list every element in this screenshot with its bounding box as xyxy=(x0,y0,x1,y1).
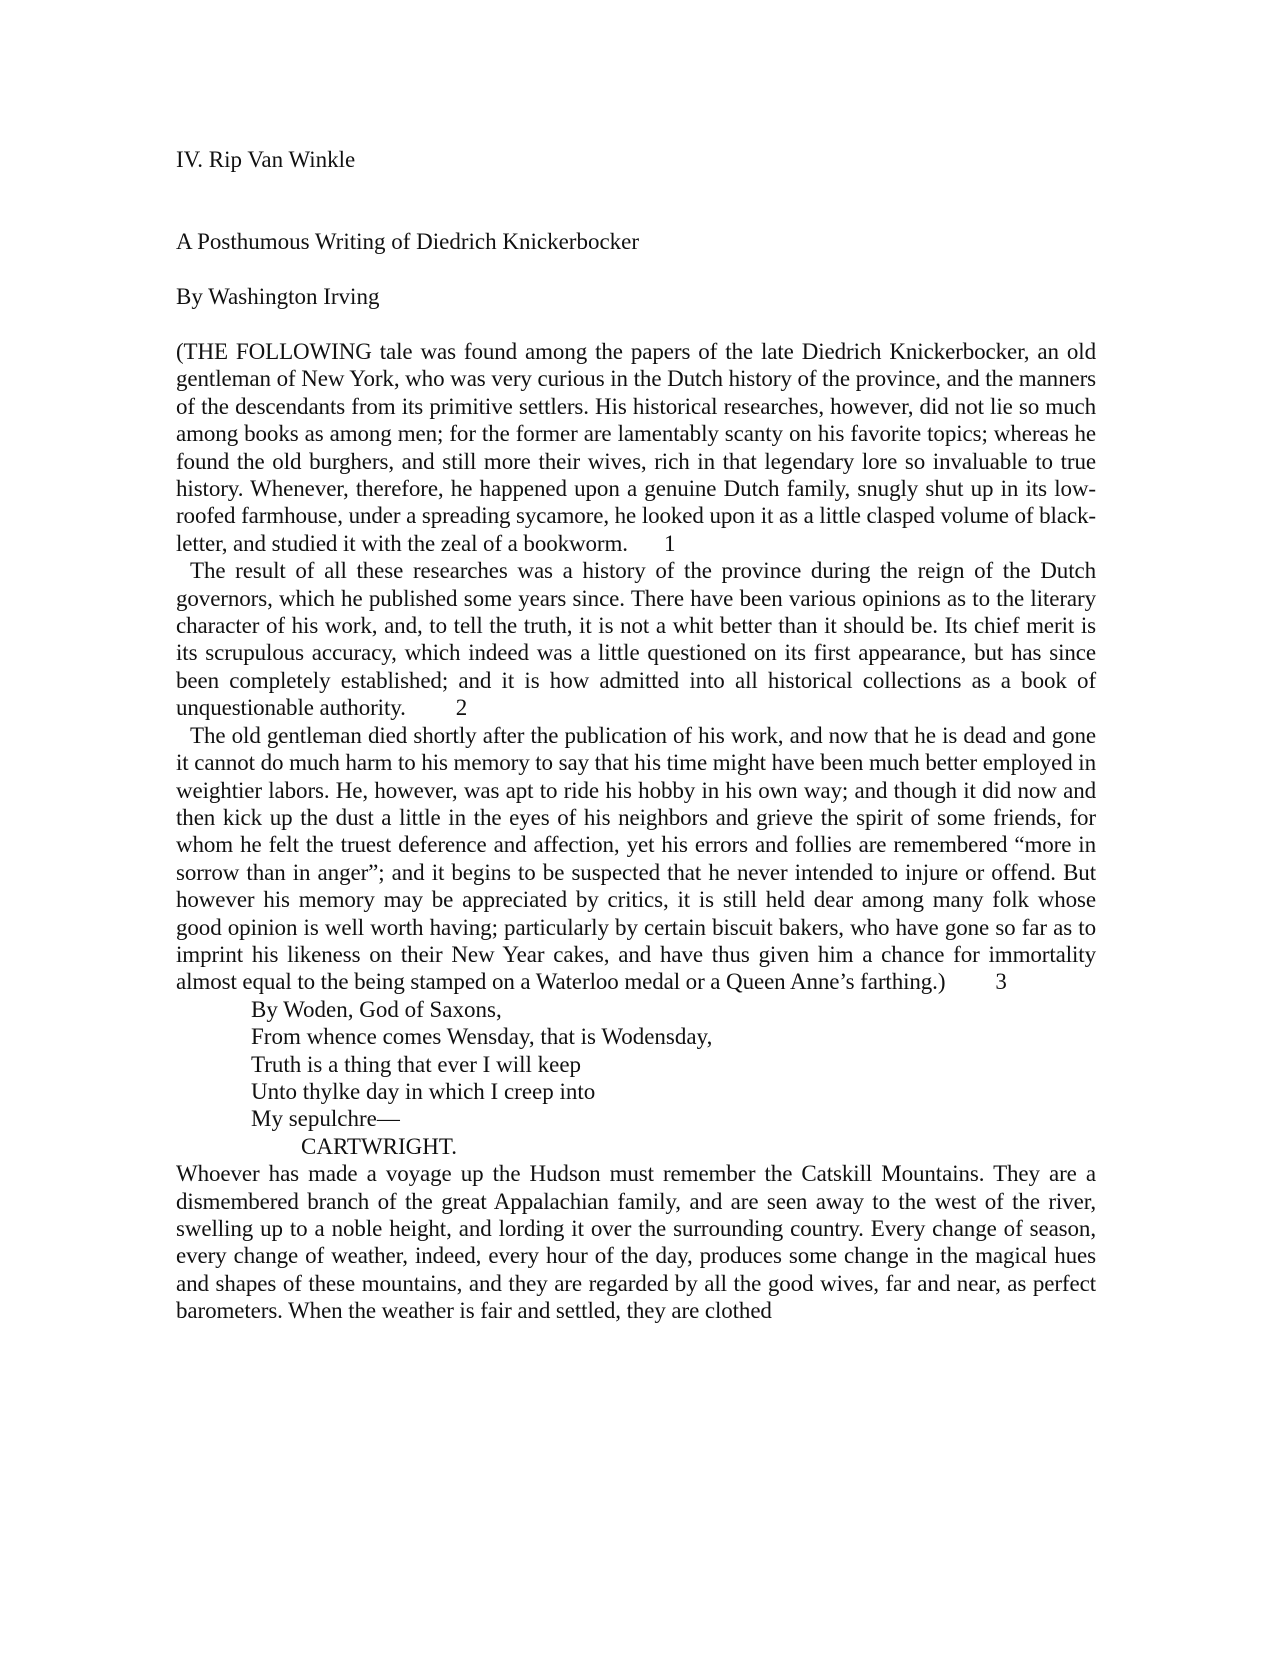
paragraph-2 xyxy=(176,557,1096,721)
subtitle: A Posthumous Writing of Diedrich Knickerbocker xyxy=(176,229,640,254)
paragraph-number: 2 xyxy=(455,695,468,721)
epigraph-poem xyxy=(176,996,1096,1133)
poem-line: By Woden, God of Saxons, xyxy=(251,996,502,1022)
byline: By Washington Irving xyxy=(176,284,380,309)
poem-line: My sepulchre— xyxy=(251,1106,400,1132)
paragraph-text: (THE FOLLOWING tale was found among the papers of the late Diedrich Knickerbocker, an old gentleman of New York, who was very curious in the Dutch history of the province, and the manners of the descendants from its primitive settlers. His historical researches, however, did not lie so much among books as among men; for the former are lamentably scanty on his favorite topics; whereas he found the old burghers, and still more their wives, rich in that legendary lore so invaluable to true history. Whenever, therefore, he happened upon a genuine Dutch family, snugly shut up in its low-roofed farmhouse, under a spreading sycamore, he looked upon it as a little clasped volume of black-letter, and studied it with the zeal of a bookworm. xyxy=(176,339,1096,556)
poem-line: From whence comes Wensday, that is Wodensday, xyxy=(251,1024,713,1050)
paragraph-number: 1 xyxy=(663,530,676,556)
poem-attribution: CARTWRIGHT. xyxy=(301,1133,457,1159)
paragraph-1 xyxy=(176,338,1096,557)
chapter-title: IV. Rip Van Winkle xyxy=(176,147,356,172)
poem-line: Unto thylke day in which I creep into xyxy=(251,1078,596,1104)
body-text xyxy=(176,338,1096,1325)
paragraph-text: The old gentleman died shortly after the publication of his work, and now that he is dead and gone it cannot do much harm to his memory to say that his time might have been much better employed in weightier labors. He, however, was apt to ride his hobby in his own way; and though it did now and then kick up the dust a little in the eyes of his neighbors and grieve the spirit of some friends, for whom he felt the truest deference and affection, yet his errors and follies are remembered “more in sorrow than in anger”; and it begins to be suspected that he never intended to injure or offend. But however his memory may be appreciated by critics, it is still held dear among many folk whose good opinion is well worth having; particularly by certain biscuit bakers, who have gone so far as to imprint his likeness on their New Year cakes, and have thus given him a chance for immortality almost equal to the being stamped on a Waterloo medal or a Queen Anne’s farthing.) xyxy=(176,722,1096,995)
paragraph-number: 3 xyxy=(995,969,1007,995)
paragraph-3 xyxy=(176,722,1096,996)
poem-line: Truth is a thing that ever I will keep xyxy=(251,1051,582,1077)
closing-paragraph: Whoever has made a voyage up the Hudson must remember the Catskill Mountains. They are a dismembered branch of the great Appalachian family, and are seen away to the west of the river, swelling up to a noble height, and lording it over the surrounding country. Every change of season, every change of weather, indeed, every hour of the day, produces some change in the magical hues and shapes of these mountains, and they are regarded by all the good wives, far and near, as perfect barometers. When the weather is fair and settled, they are clothed xyxy=(176,1161,1096,1324)
document-page xyxy=(176,0,1096,1656)
paragraph-text: The result of all these researches was a history of the province during the reign of the Dutch governors, which he published some years since. There have been various opinions as to the literary character of his work, and, to tell the truth, it is not a whit better than it should be. Its chief merit is its scrupulous accuracy, which indeed was a little questioned on its first appearance, but has since been completely established; and it is how admitted into all historical collections as a book of unquestionable authority. xyxy=(176,558,1096,721)
